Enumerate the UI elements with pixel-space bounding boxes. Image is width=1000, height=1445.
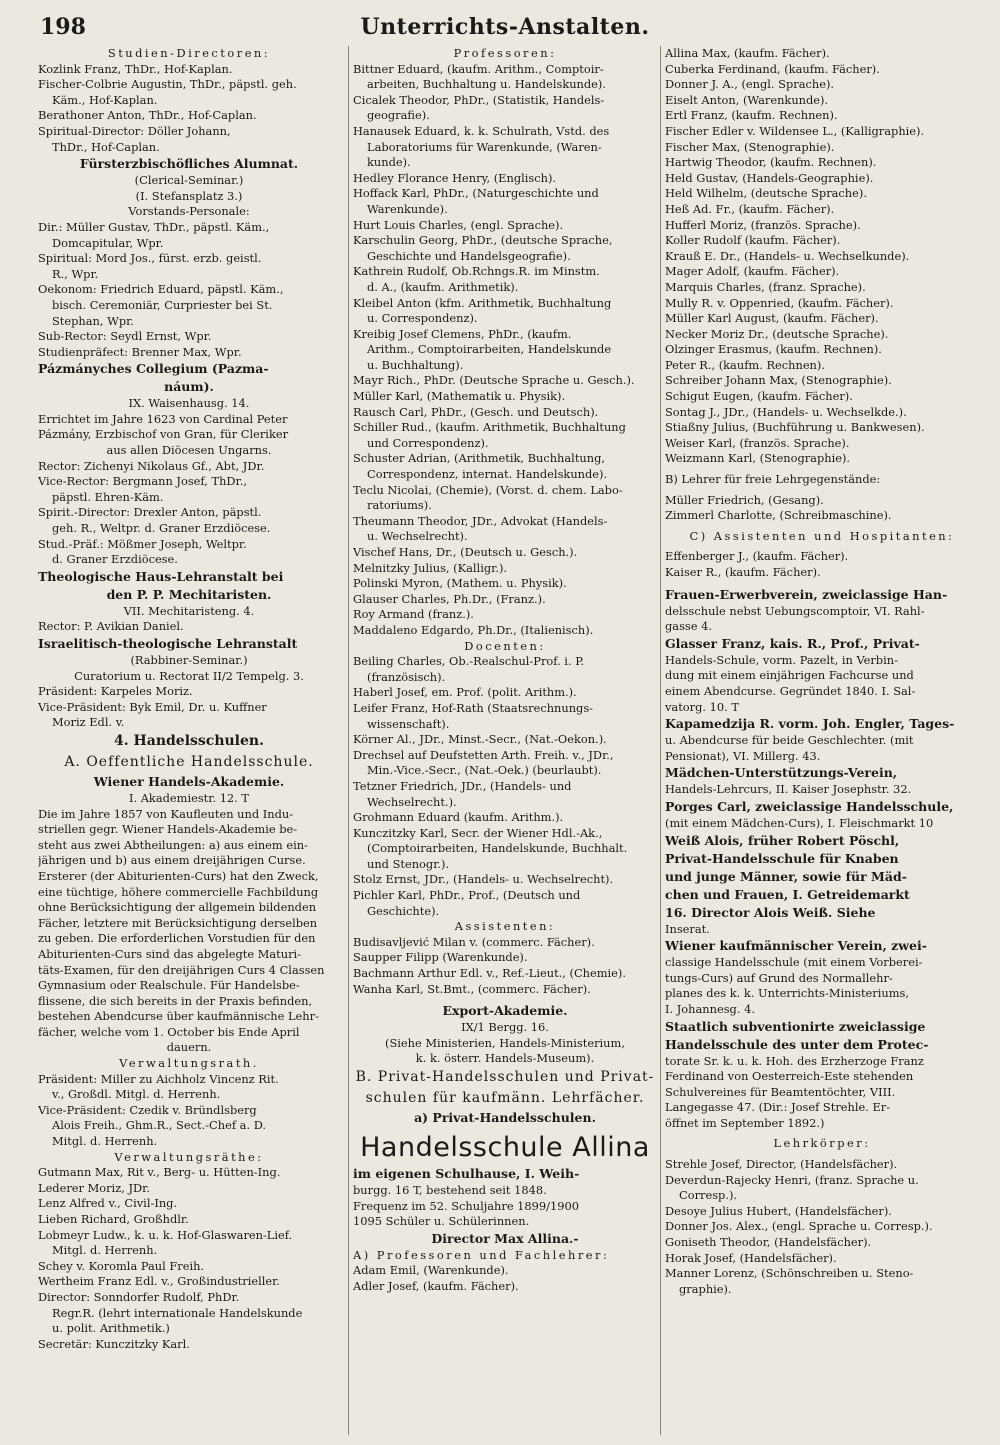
text-line: Abiturienten-Curs sind das abgelegte Maturi- bbox=[38, 946, 302, 961]
text-line: Necker Moriz Dr., (deutsche Sprache). bbox=[665, 326, 889, 341]
text-line: Wertheim Franz Edl. v., Großindustrieller. bbox=[38, 1274, 280, 1289]
text-line: jährigen und b) aus einem dreijährigen Curse. bbox=[38, 853, 306, 868]
text-line: Oekonom: Friedrich Eduard, päpstl. Käm., bbox=[38, 282, 284, 297]
text-line: Adler Josef, (kaufm. Fächer). bbox=[353, 1278, 519, 1293]
text-line: bisch. Ceremoniär, Curpriester bei St. bbox=[52, 297, 273, 312]
page-number: 198 bbox=[40, 14, 86, 40]
text-line: Dir.: Müller Gustav, ThDr., päpstl. Käm., bbox=[38, 219, 270, 234]
text-line: Krauß E. Dr., (Handels- u. Wechselkunde). bbox=[665, 248, 910, 263]
text-line: d. Graner Erzdiöcese. bbox=[52, 552, 178, 567]
text-line: Stephan, Wpr. bbox=[52, 313, 134, 328]
text-line: 16. Director Alois Weiß. Siehe bbox=[665, 904, 876, 920]
text-line: a) Privat-Handelsschulen. bbox=[414, 1110, 596, 1125]
text-line: VII. Mechitaristeng. 4. bbox=[123, 603, 255, 618]
text-line: Secretär: Kunczitzky Karl. bbox=[38, 1336, 190, 1351]
text-line: Moriz Edl. v. bbox=[52, 715, 125, 730]
text-line: Handelsschule Allina bbox=[360, 1132, 650, 1163]
text-line: Rector: P. Avikian Daniel. bbox=[38, 619, 184, 634]
text-line: Tetzner Friedrich, JDr., (Handels- und bbox=[353, 778, 572, 793]
text-line: Corresp.). bbox=[679, 1188, 738, 1203]
text-line: tungs-Curs) auf Grund des Normallehr- bbox=[665, 970, 893, 985]
text-line: wissenschaft). bbox=[367, 716, 450, 731]
text-line: Langegasse 47. (Dir.: Josef Strehle. Er- bbox=[665, 1100, 891, 1115]
text-line: Die im Jahre 1857 von Kaufleuten und Indu- bbox=[38, 806, 294, 821]
text-line: Handels-Schule, vorm. Pazelt, in Verbin- bbox=[665, 652, 898, 667]
text-line: Olzinger Erasmus, (kaufm. Rechnen). bbox=[665, 342, 882, 357]
text-line: u. polit. Arithmetik.) bbox=[52, 1321, 170, 1336]
text-line: Verwaltungsrath. bbox=[119, 1056, 259, 1071]
text-line: kunde). bbox=[367, 155, 411, 170]
text-line: bestehen Abendcurse über kaufmännische Lehr- bbox=[38, 1009, 319, 1024]
text-line: Drechsel auf Deufstetten Arth. Freih. v., JDr., bbox=[353, 747, 614, 762]
text-line: Vorstands-Personale: bbox=[128, 204, 250, 219]
text-line: Marquis Charles, (franz. Sprache). bbox=[665, 279, 866, 294]
text-line: eine tüchtige, höhere commercielle Fachbildung bbox=[38, 884, 319, 899]
text-line: Lobmeyr Ludw., k. u. k. Hof-Glaswaren-Lief. bbox=[38, 1227, 293, 1242]
text-line: u. Correspondenz). bbox=[367, 311, 478, 326]
text-line: Präsident: Karpeles Moriz. bbox=[38, 684, 193, 699]
text-line: I. Akademiestr. 12. T bbox=[128, 790, 250, 805]
text-line: Director Max Allina.- bbox=[431, 1230, 579, 1246]
text-line: Effenberger J., (kaufm. Fächer). bbox=[665, 549, 849, 564]
text-line: Wiener kaufmännischer Verein, zwei- bbox=[665, 938, 927, 954]
text-line: Peter R., (kaufm. Rechnen). bbox=[665, 357, 825, 372]
text-line: Desoye Julius Hubert, (Handelsfächer). bbox=[665, 1203, 892, 1218]
text-line: Pichler Karl, PhDr., Prof., (Deutsch und bbox=[353, 888, 581, 903]
text-line: Müller Karl August, (kaufm. Fächer). bbox=[665, 311, 879, 326]
text-line: Mager Adolf, (kaufm. Fächer). bbox=[665, 264, 840, 279]
text-line: Inserat. bbox=[665, 921, 710, 936]
text-line: Hufferl Moriz, (französ. Sprache). bbox=[665, 217, 861, 232]
text-line: Correspondenz, internat. Handelskunde). bbox=[367, 467, 608, 482]
text-line: Karschulin Georg, PhDr., (deutsche Sprache, bbox=[353, 233, 613, 248]
text-line: im eigenen Schulhause, I. Weih- bbox=[353, 1166, 580, 1181]
text-line: Hartwig Theodor, (kaufm. Rechnen). bbox=[665, 155, 877, 170]
text-line: Ersterer (der Abiturienten-Curs) hat den Zweck, bbox=[38, 868, 319, 883]
text-line: Warenkunde). bbox=[367, 201, 448, 216]
text-line: Schey v. Koromla Paul Freih. bbox=[38, 1258, 205, 1273]
text-line: und Correspondenz). bbox=[367, 435, 489, 450]
text-line: 4. Handelsschulen. bbox=[114, 732, 264, 749]
text-line: Allina Max, (kaufm. Fächer). bbox=[665, 46, 830, 60]
text-line: Theologische Haus-Lehranstalt bei bbox=[38, 568, 284, 584]
text-line: graphie). bbox=[679, 1281, 732, 1296]
text-columns bbox=[38, 46, 976, 1435]
text-line: Verwaltungsräthe: bbox=[114, 1149, 264, 1164]
text-line: Maddaleno Edgardo, Ph.Dr., (Italienisch). bbox=[353, 622, 594, 637]
text-line: dauern. bbox=[166, 1040, 212, 1055]
text-line: Fischer Max, (Stenographie). bbox=[665, 139, 835, 154]
text-line: Sontag J., JDr., (Handels- u. Wechselkde.). bbox=[665, 404, 907, 419]
text-line: Mully R. v. Oppenried, (kaufm. Fächer). bbox=[665, 295, 894, 310]
text-line: Schuster Adrian, (Arithmetik, Buchhaltung, bbox=[353, 451, 605, 466]
text-line: B. Privat-Handelsschulen und Privat- bbox=[355, 1069, 655, 1085]
text-line: Polinski Myron, (Mathem. u. Physik). bbox=[353, 576, 567, 591]
text-line: Studienpräfect: Brenner Max, Wpr. bbox=[38, 344, 242, 359]
text-line: Handelsschule des unter dem Protec- bbox=[665, 1036, 929, 1052]
text-line: IX. Waisenhausg. 14. bbox=[128, 396, 250, 411]
text-line: Director: Sonndorfer Rudolf, PhDr. bbox=[38, 1289, 240, 1304]
text-line: Theumann Theodor, JDr., Advokat (Handels- bbox=[353, 513, 608, 528]
text-line: Laboratoriums für Warenkunde, (Waren- bbox=[367, 139, 602, 154]
text-line: Professoren: bbox=[453, 46, 557, 60]
text-line: Errichtet im Jahre 1623 von Cardinal Peter bbox=[38, 411, 288, 426]
text-line: Weiser Karl, (französ. Sprache). bbox=[665, 435, 850, 450]
text-line: Frauen-Erwerbverein, zweiclassige Han- bbox=[665, 586, 948, 602]
text-line: Zimmerl Charlotte, (Schreibmaschine). bbox=[665, 508, 892, 523]
text-line: A. Oeffentliche Handelsschule. bbox=[64, 753, 314, 770]
text-line: Fischer-Colbrie Augustin, ThDr., päpstl. geh. bbox=[38, 77, 297, 92]
text-line: Frequenz im 52. Schuljahre 1899/1900 bbox=[353, 1198, 579, 1213]
text-line: Pázmányches Collegium (Pazma- bbox=[38, 361, 269, 377]
text-line: Koller Rudolf (kaufm. Fächer). bbox=[665, 233, 841, 248]
text-line: Docenten: bbox=[464, 638, 546, 653]
text-line: Rector: Zichenyi Nikolaus Gf., Abt, JDr. bbox=[38, 458, 265, 473]
text-line: Grohmann Eduard (kaufm. Arithm.). bbox=[353, 810, 564, 825]
text-line: Ferdinand von Oesterreich-Este stehenden bbox=[665, 1069, 914, 1084]
text-line: den P. P. Mechitaristen. bbox=[106, 586, 272, 602]
text-line: Hanausek Eduard, k. k. Schulrath, Vstd. des bbox=[353, 123, 610, 138]
text-line: Export-Akademie. bbox=[442, 1003, 568, 1019]
text-line: öffnet im September 1892.) bbox=[665, 1115, 825, 1130]
text-line: 1095 Schüler u. Schülerinnen. bbox=[353, 1214, 530, 1229]
text-line: Schigut Eugen, (kaufm. Fächer). bbox=[665, 389, 853, 404]
text-line: Spiritual-Director: Döller Johann, bbox=[38, 123, 231, 138]
text-line: A) Professoren und Fachlehrer: bbox=[353, 1247, 610, 1262]
text-line: Spiritual: Mord Jos., fürst. erzb. geistl. bbox=[38, 251, 262, 266]
text-line: Wiener Handels-Akademie. bbox=[93, 773, 285, 789]
text-line: Geschichte). bbox=[367, 903, 440, 918]
text-line: delsschule nebst Uebungscomptoir, VI. Rahl- bbox=[665, 603, 925, 618]
text-line: Cicalek Theodor, PhDr., (Statistik, Handels- bbox=[353, 92, 605, 107]
text-line: Glauser Charles, Ph.Dr., (Franz.). bbox=[353, 591, 546, 606]
page-header bbox=[40, 14, 970, 46]
text-line: (I. Stefansplatz 3.) bbox=[135, 188, 243, 203]
text-line: Min.-Vice.-Secr., (Nat.-Oek.) (beurlaubt). bbox=[367, 763, 602, 778]
text-line: Haberl Josef, em. Prof. (polit. Arithm.). bbox=[353, 685, 577, 700]
text-line: und Stenogr.). bbox=[367, 856, 450, 871]
text-line: Hurt Louis Charles, (engl. Sprache). bbox=[353, 217, 564, 232]
text-line: einem Abendcurse. Gegründet 1840. I. Sal- bbox=[665, 683, 916, 698]
text-line: Domcapitular, Wpr. bbox=[52, 235, 164, 250]
text-line: classige Handelsschule (mit einem Vorberei- bbox=[665, 955, 923, 970]
text-line: I. Johannesg. 4. bbox=[665, 1001, 755, 1016]
text-line: und junge Männer, sowie für Mäd- bbox=[665, 868, 907, 884]
text-line: Heß Ad. Fr., (kaufm. Fächer). bbox=[665, 201, 835, 216]
text-line: Melnitzky Julius, (Kalligr.). bbox=[353, 560, 508, 575]
text-line: Rausch Carl, PhDr., (Gesch. und Deutsch). bbox=[353, 404, 599, 419]
text-line: Lehrkörper: bbox=[773, 1136, 871, 1151]
text-line: ratoriums). bbox=[367, 498, 432, 513]
text-line: Donner J. A., (engl. Sprache). bbox=[665, 77, 835, 92]
text-line: Stolz Ernst, JDr., (Handels- u. Wechselrecht). bbox=[353, 872, 614, 887]
text-line: Arithm., Comptoirarbeiten, Handelskunde bbox=[367, 342, 612, 357]
text-line: Strehle Josef, Director, (Handelsfächer). bbox=[665, 1157, 898, 1172]
text-line: Stud.-Präf.: Mößmer Joseph, Weltpr. bbox=[38, 536, 247, 551]
text-line: gasse 4. bbox=[665, 619, 713, 634]
text-line: Hedley Florance Henry, (Englisch). bbox=[353, 170, 557, 185]
text-line: u. Abendcurse für beide Geschlechter. (mit bbox=[665, 733, 914, 748]
text-line: Leifer Franz, Hof-Rath (Staatsrechnungs- bbox=[353, 700, 594, 715]
text-line: Käm., Hof-Kaplan. bbox=[52, 92, 158, 107]
text-line: Teclu Nicolai, (Chemie), (Vorst. d. chem. Labo- bbox=[353, 482, 623, 497]
text-line: Kreibig Josef Clemens, PhDr., (kaufm. bbox=[353, 326, 572, 341]
text-line: Kaiser R., (kaufm. Fächer). bbox=[665, 565, 821, 579]
text-line: Müller Karl, (Mathematik u. Physik). bbox=[353, 389, 566, 404]
text-line: Lederer Moriz, JDr. bbox=[38, 1180, 150, 1195]
text-line: Handels-Lehrcurs, II. Kaiser Josephstr. 32. bbox=[665, 782, 912, 797]
text-line: Donner Jos. Alex., (engl. Sprache u. Corresp.). bbox=[665, 1219, 933, 1234]
text-line: flissene, die sich bereits in der Praxis befinden, bbox=[38, 993, 313, 1008]
text-line: Held Gustav, (Handels-Geographie). bbox=[665, 170, 874, 185]
middle-column bbox=[348, 46, 657, 1435]
text-line: Bittner Eduard, (kaufm. Arithm., Comptoir- bbox=[353, 61, 604, 76]
text-line: Roy Armand (franz.). bbox=[353, 607, 474, 622]
page-title: Unterrichts-Anstalten. bbox=[360, 14, 650, 40]
text-line: Glasser Franz, kais. R., Prof., Privat- bbox=[665, 635, 920, 651]
text-line: Schiller Rud., (kaufm. Arithmetik, Buchhaltung bbox=[353, 420, 626, 435]
text-line: aus allen Diöcesen Ungarns. bbox=[106, 443, 272, 458]
text-line: planes des k. k. Unterrichts-Ministeriums, bbox=[665, 986, 909, 1001]
text-line: B) Lehrer für freie Lehrgegenstände: bbox=[665, 472, 881, 487]
text-line: k. k. österr. Handels-Museum). bbox=[415, 1051, 595, 1066]
text-line: Geschichte und Handelsgeografie). bbox=[367, 248, 571, 263]
text-line: Kapamedzija R. vorm. Joh. Engler, Tages- bbox=[665, 716, 955, 732]
text-line: Berathoner Anton, ThDr., Hof-Caplan. bbox=[38, 108, 257, 123]
text-line: Vice-Präsident: Byk Emil, Dr. u. Kuffner bbox=[38, 699, 267, 714]
text-line: Adam Emil, (Warenkunde). bbox=[353, 1263, 509, 1278]
text-line: C) Assistenten und Hospitanten: bbox=[689, 528, 955, 543]
text-line: Fischer Edler v. Wildensee L., (Kalligraphie). bbox=[665, 123, 925, 138]
text-line: Saupper Filipp (Warenkunde). bbox=[353, 950, 528, 965]
text-line: Eiselt Anton, (Warenkunde). bbox=[665, 92, 829, 107]
text-line: Stiaßny Julius, (Buchführung u. Bankwesen). bbox=[665, 420, 925, 435]
text-line: Lenz Alfred v., Civil-Ing. bbox=[38, 1196, 178, 1211]
text-line: fächer, welche vom 1. October bis Ende April bbox=[38, 1024, 300, 1039]
text-line: ohne Berücksichtigung der allgemein bildenden bbox=[38, 900, 317, 915]
text-line: chen und Frauen, I. Getreidemarkt bbox=[665, 886, 910, 902]
text-line: Hoffack Karl, PhDr., (Naturgeschichte und bbox=[353, 186, 599, 201]
text-line: (französisch). bbox=[367, 669, 446, 684]
text-line: torate Sr. k. u. k. Hoh. des Erzherzoge Franz bbox=[665, 1053, 924, 1068]
text-line: Präsident: Miller zu Aichholz Vincenz Rit. bbox=[38, 1071, 279, 1086]
text-line: striellen gegr. Wiener Handels-Akademie be- bbox=[38, 822, 298, 837]
text-line: Wechselrecht.). bbox=[367, 794, 457, 809]
text-line: R., Wpr. bbox=[52, 266, 99, 281]
text-line: Körner Al., JDr., Minst.-Secr., (Nat.-Oekon.). bbox=[353, 732, 607, 747]
text-line: Vice-Rector: Bergmann Josef, ThDr., bbox=[38, 474, 247, 489]
text-line: Regr.R. (lehrt internationale Handelskunde bbox=[52, 1305, 303, 1320]
text-line: Schreiber Johann Max, (Stenographie). bbox=[665, 373, 892, 388]
text-line: Fächer, letztere mit Berücksichtigung derselben bbox=[38, 915, 318, 930]
text-line: arbeiten, Buchhaltung u. Handelskunde). bbox=[367, 77, 606, 92]
text-line: zu geben. Die erforderlichen Vorstudien für den bbox=[38, 931, 316, 946]
text-line: Assistenten: bbox=[454, 919, 556, 934]
text-line: Pázmány, Erzbischof von Gran, für Cleriker bbox=[38, 427, 289, 442]
text-line: geografie). bbox=[367, 108, 430, 123]
text-line: Mädchen-Unterstützungs-Verein, bbox=[665, 765, 898, 781]
text-line: Kathrein Rudolf, Ob.Rchngs.R. im Minstm. bbox=[353, 264, 600, 279]
text-line: Kunczitzky Karl, Secr. der Wiener Hdl.-Ak., bbox=[353, 825, 603, 840]
text-line: Sub-Rector: Seydl Ernst, Wpr. bbox=[38, 329, 212, 344]
text-line: Schulvereines für Beamtentöchter, VIII. bbox=[665, 1084, 896, 1099]
text-line: Israelitisch-theologische Lehranstalt bbox=[38, 636, 298, 651]
text-line: Bachmann Arthur Edl. v., Ref.-Lieut., (Chemie). bbox=[353, 966, 626, 981]
text-line: Cuberka Ferdinand, (kaufm. Fächer). bbox=[665, 61, 880, 76]
text-line: Vischef Hans, Dr., (Deutsch u. Gesch.). bbox=[353, 545, 578, 559]
text-line: Manner Lorenz, (Schönschreiben u. Steno- bbox=[665, 1266, 914, 1281]
text-line: Goniseth Theodor, (Handelsfächer). bbox=[665, 1235, 872, 1250]
left-column bbox=[38, 46, 340, 1435]
text-line: geh. R., Weltpr. d. Graner Erzdiöcese. bbox=[52, 521, 271, 536]
text-line: burgg. 16 T, bestehend seit 1848. bbox=[353, 1183, 547, 1197]
text-line: Gutmann Max, Rit v., Berg- u. Hütten-Ing. bbox=[38, 1165, 281, 1180]
text-line: Kleibel Anton (kfm. Arithmetik, Buchhaltung bbox=[353, 295, 612, 310]
text-line: päpstl. Ehren-Käm. bbox=[52, 489, 164, 504]
text-line: Kozlink Franz, ThDr., Hof-Kaplan. bbox=[38, 61, 233, 76]
text-line: Privat-Handelsschule für Knaben bbox=[665, 850, 899, 866]
text-line: steht aus zwei Abtheilungen: a) aus einem ein- bbox=[38, 837, 308, 852]
text-line: Held Wilhelm, (deutsche Sprache). bbox=[665, 186, 867, 201]
text-line: ThDr., Hof-Caplan. bbox=[52, 139, 160, 154]
text-line: Curatorium u. Rectorat II/2 Tempelg. 3. bbox=[74, 668, 304, 683]
text-line: Müller Friedrich, (Gesang). bbox=[665, 492, 824, 507]
text-line: u. Wechselrecht). bbox=[367, 529, 468, 544]
text-line: (Rabbiner-Seminar.) bbox=[130, 653, 248, 667]
text-line: Studien-Directoren: bbox=[107, 46, 271, 60]
text-line: Mitgl. d. Herrenh. bbox=[52, 1134, 158, 1149]
text-line: Weizmann Karl, (Stenographie). bbox=[665, 451, 851, 466]
text-line: (Clerical-Seminar.) bbox=[134, 173, 244, 188]
text-line: Staatlich subventionirte zweiclassige bbox=[665, 1018, 926, 1034]
text-line: dung mit einem einjährigen Fachcurse und bbox=[665, 668, 914, 683]
text-line: Alois Freih., Ghm.R., Sect.-Chef a. D. bbox=[52, 1118, 267, 1133]
text-line: Beiling Charles, Ob.-Realschul-Prof. i. P. bbox=[353, 654, 585, 669]
text-line: d. A., (kaufm. Arithmetik). bbox=[367, 279, 519, 294]
text-line: Horak Josef, (Handelsfächer). bbox=[665, 1250, 837, 1265]
text-line: Spirit.-Director: Drexler Anton, päpstl. bbox=[38, 505, 262, 520]
text-line: (Siehe Ministerien, Handels-Ministerium, bbox=[385, 1035, 625, 1050]
text-line: Mayr Rich., PhDr. (Deutsche Sprache u. Gesch.). bbox=[353, 373, 635, 388]
text-line: (mit einem Mädchen-Curs), I. Fleischmarkt 10 bbox=[665, 815, 934, 830]
text-line: Gymnasium oder Realschule. Für Handelsbe- bbox=[38, 978, 300, 993]
text-line: u. Buchhaltung). bbox=[367, 357, 464, 372]
text-line: (Comptoirarbeiten, Handelskunde, Buchhalt. bbox=[367, 841, 628, 856]
text-line: schulen für kaufmänn. Lehrfächer. bbox=[365, 1090, 645, 1106]
text-line: Weiß Alois, früher Robert Pöschl, bbox=[665, 832, 900, 848]
text-line: Vice-Präsident: Czedik v. Bründlsberg bbox=[38, 1102, 257, 1117]
text-line: Budisavljević Milan v. (commerc. Fächer). bbox=[353, 934, 595, 949]
text-line: Fürsterzbischöfliches Alumnat. bbox=[79, 156, 299, 172]
right-column bbox=[660, 46, 979, 1435]
text-line: täts-Examen, für den dreijährigen Curs 4 Classen bbox=[38, 962, 325, 977]
text-line: Porges Carl, zweiclassige Handelsschule, bbox=[665, 798, 954, 814]
text-line: náum). bbox=[164, 379, 214, 395]
text-line: vatorg. 10. T bbox=[665, 699, 739, 714]
text-line: Lieben Richard, Großhdlr. bbox=[38, 1212, 189, 1226]
text-line: IX/1 Bergg. 16. bbox=[461, 1020, 549, 1035]
text-line: Ertl Franz, (kaufm. Rechnen). bbox=[665, 108, 838, 123]
text-line: Pensionat), VI. Millerg. 43. bbox=[665, 748, 821, 763]
text-line: Deverdun-Rajecky Henri, (franz. Sprache u. bbox=[665, 1172, 919, 1187]
text-line: v., Großdl. Mitgl. d. Herrenh. bbox=[52, 1087, 221, 1102]
text-line: Mitgl. d. Herrenh. bbox=[52, 1243, 158, 1258]
text-line: Wanha Karl, St.Bmt., (commerc. Fächer). bbox=[353, 981, 591, 996]
